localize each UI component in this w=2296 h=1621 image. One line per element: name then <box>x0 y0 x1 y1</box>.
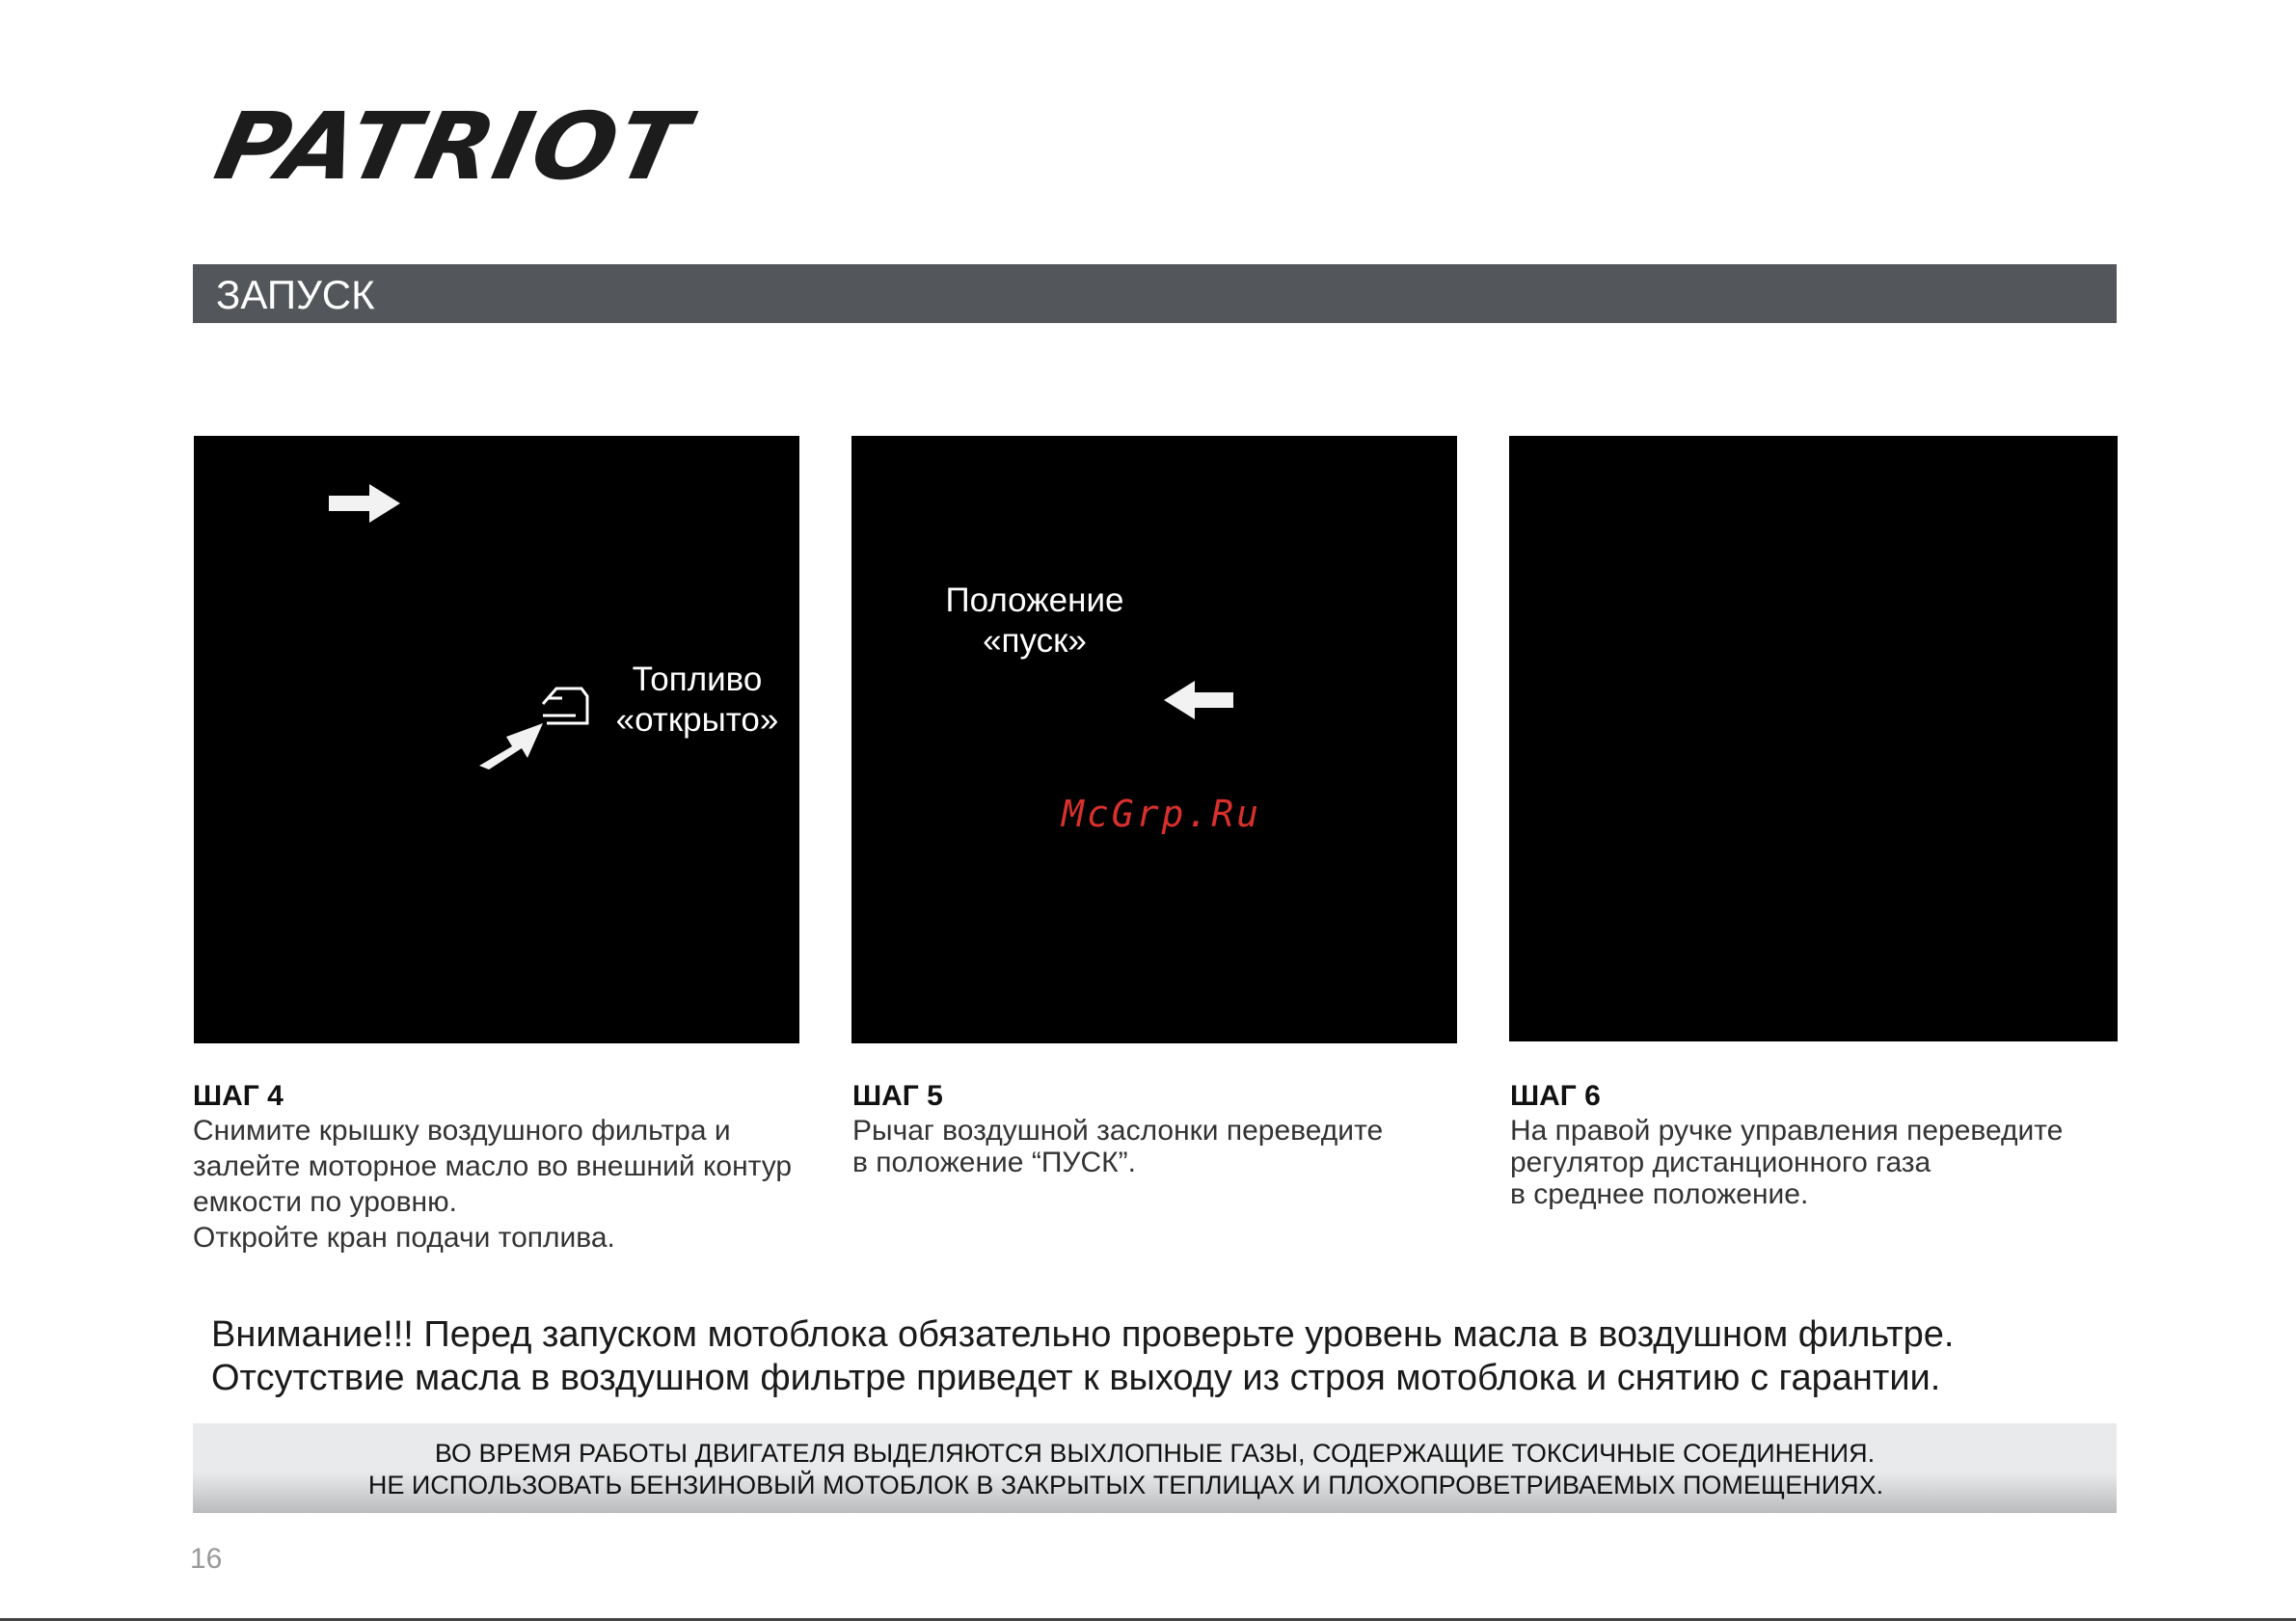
fuel-label-line2: «открыто» <box>615 701 779 739</box>
arrow-diagonal-icon <box>473 717 551 775</box>
step-5-block <box>852 1080 1470 1180</box>
step-4-line-1: Снимите крышку воздушного фильтра и <box>193 1115 731 1147</box>
start-label-line1: Положение <box>945 581 1124 619</box>
fuel-open-label <box>601 660 794 741</box>
step-4-title: ШАГ 4 <box>193 1080 284 1112</box>
step-5-line-2: в положение “ПУСК”. <box>852 1147 1136 1178</box>
step-6-image <box>1509 436 2118 1041</box>
step-4-block <box>193 1080 810 1256</box>
step-5-title: ШАГ 5 <box>852 1080 943 1112</box>
step-5-image <box>851 436 1457 1043</box>
step-4-image <box>194 436 799 1043</box>
step-5-line-1: Рычаг воздушной заслонки переведите <box>852 1115 1384 1147</box>
brand-logo: PATRIOT <box>206 93 699 201</box>
section-title: ЗАПУСК <box>216 272 375 317</box>
section-header-bar <box>193 264 2117 323</box>
exhaust-notice-line-2: НЕ ИСПОЛЬЗОВАТЬ БЕНЗИНОВЫЙ МОТОБЛОК В ЗАКРЫТЫХ ТЕПЛИЦАХ И ПЛОХОПРОВЕТРИВАЕМЫХ ПОМЕЩЕНИЯХ. <box>367 1471 1884 1499</box>
step-6-title: ШАГ 6 <box>1510 1080 1601 1112</box>
watermark: McGrp.Ru <box>1062 793 1262 835</box>
step-6-line-1: На правой ручке управления переведите <box>1510 1115 2064 1147</box>
step-4-line-4: Откройте кран подачи топлива. <box>193 1222 615 1254</box>
step-4-line-3: емкости по уровню. <box>193 1186 457 1218</box>
arrow-right-icon <box>327 482 404 525</box>
arrow-left-icon <box>1162 679 1235 721</box>
start-position-label <box>900 581 1170 662</box>
page-number: 16 <box>190 1543 223 1575</box>
step-6-line-2: регулятор дистанционного газа <box>1510 1147 1931 1178</box>
step-4-line-2: залейте моторное масло во внешний контур <box>193 1150 793 1182</box>
exhaust-notice-line-1: ВО ВРЕМЯ РАБОТЫ ДВИГАТЕЛЯ ВЫДЕЛЯЮТСЯ ВЫХЛОПНЫЕ ГАЗЫ, СОДЕРЖАЩИЕ ТОКСИЧНЫЕ СОЕДИНЕНИЯ. <box>434 1439 1876 1468</box>
start-label-line2: «пуск» <box>983 622 1087 660</box>
oil-warning <box>211 1313 1954 1400</box>
fuel-label-line1: Топливо <box>632 661 763 698</box>
oil-warning-line-1: Внимание!!! Перед запуском мотоблока обязательно проверьте уровень масла в воздушном фильтре. <box>211 1314 1955 1355</box>
step-6-line-3: в среднее положение. <box>1510 1178 1809 1210</box>
step-6-block <box>1510 1080 2127 1212</box>
exhaust-notice <box>193 1423 2117 1513</box>
oil-warning-line-2: Отсутствие масла в воздушном фильтре приведет к выходу из строя мотоблока и снятию с гарантии. <box>211 1358 1941 1398</box>
